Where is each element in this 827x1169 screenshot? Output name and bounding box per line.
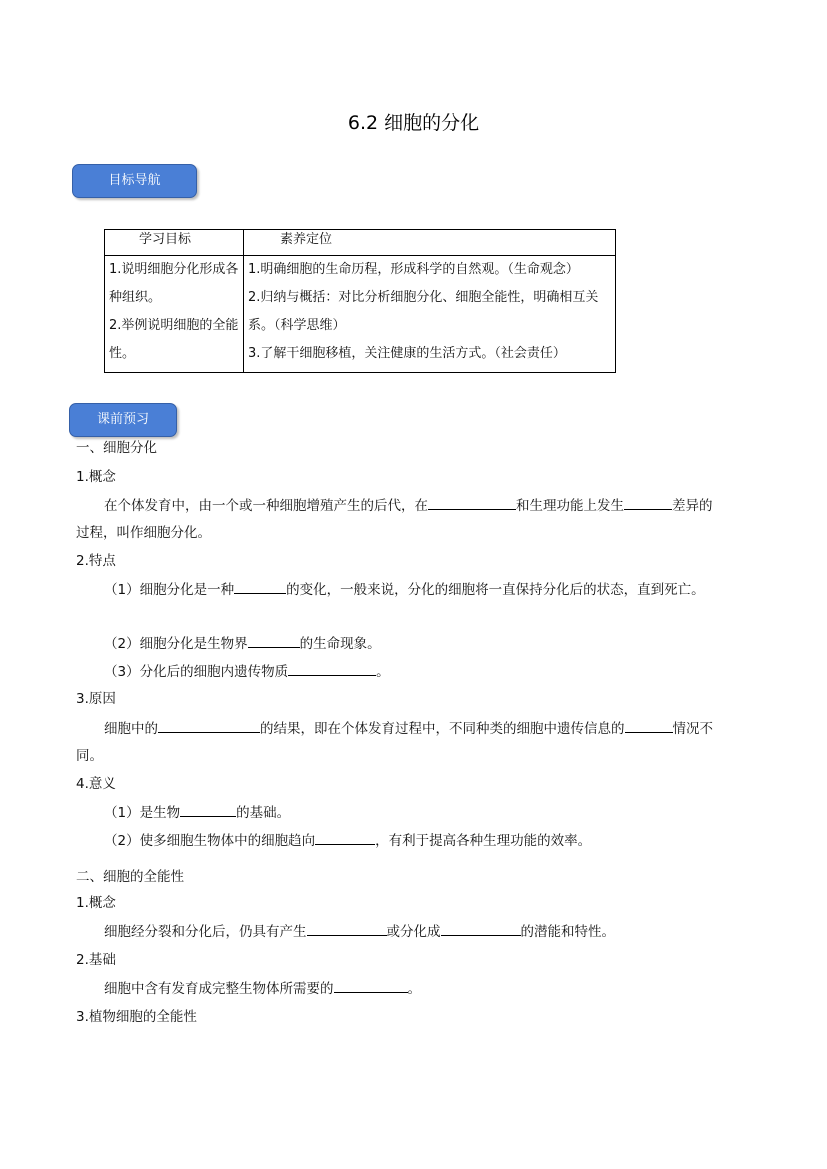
page-title: 6.2 细胞的分化 bbox=[347, 112, 480, 134]
concept-label: 1.概念 bbox=[76, 469, 116, 485]
plant-label: 3.植物细胞的全能性 bbox=[76, 1009, 197, 1025]
goal-nav-badge: 目标导航 bbox=[72, 164, 197, 198]
learning-goal-2: 2.举例说明细胞的全能性。 bbox=[109, 318, 239, 361]
basis-line: 细胞中含有发育成完整生物体所需要的 。 bbox=[104, 978, 421, 999]
blank-field[interactable] bbox=[625, 718, 673, 733]
blank-field[interactable] bbox=[180, 802, 236, 817]
blank-field[interactable] bbox=[307, 921, 387, 936]
section1-heading: 一、细胞分化 bbox=[76, 440, 157, 456]
blank-field[interactable] bbox=[315, 830, 375, 845]
feature-2: （2）细胞分化是生物界 的生命现象。 bbox=[104, 633, 381, 654]
blank-field[interactable] bbox=[334, 978, 408, 993]
cause-line1: 细胞中的 的结果，即在个体发育过程中，不同种类的细胞中遗传信息的 情况不 bbox=[104, 718, 713, 739]
literacy-goal-2: 2.归纳与概括：对比分析细胞分化、细胞全能性，明确相互关系。（科学思维） bbox=[248, 290, 599, 333]
basis-label: 2.基础 bbox=[76, 952, 116, 968]
blank-field[interactable] bbox=[288, 661, 376, 676]
blank-field[interactable] bbox=[248, 633, 300, 648]
cause-label: 3.原因 bbox=[76, 691, 116, 707]
concept-line2: 过程，叫作细胞分化。 bbox=[76, 525, 211, 541]
goals-literacy-cell bbox=[244, 256, 616, 373]
goals-header-learning: 学习目标 bbox=[105, 230, 244, 256]
blank-field[interactable] bbox=[234, 579, 286, 594]
literacy-goal-3: 3.了解干细胞移植，关注健康的生活方式。（社会责任） bbox=[248, 346, 566, 361]
meaning-1: （1）是生物 的基础。 bbox=[104, 802, 290, 823]
concept-line1: 在个体发育中，由一个或一种细胞增殖产生的后代，在 和生理功能上发生 差异的 bbox=[104, 495, 713, 516]
goals-header-literacy: 素养定位 bbox=[244, 230, 616, 256]
meaning-2: （2）使多细胞生物体中的细胞趋向 ，有利于提高各种生理功能的效率。 bbox=[104, 830, 591, 851]
blank-field[interactable] bbox=[158, 718, 260, 733]
preview-badge: 课前预习 bbox=[69, 403, 177, 437]
goals-table bbox=[104, 229, 616, 373]
goals-learning-cell bbox=[105, 256, 244, 373]
literacy-goal-1: 1.明确细胞的生命历程，形成科学的自然观。（生命观念） bbox=[248, 262, 579, 277]
s2-concept-line: 细胞经分裂和分化后，仍具有产生 或分化成 的潜能和特性。 bbox=[104, 921, 615, 942]
feature-1: （1）细胞分化是一种 的变化，一般来说，分化的细胞将一直保持分化后的状态，直到死亡。 bbox=[104, 579, 705, 600]
blank-field[interactable] bbox=[441, 921, 521, 936]
blank-field[interactable] bbox=[428, 495, 516, 510]
meaning-label: 4.意义 bbox=[76, 776, 116, 792]
section2-heading: 二、细胞的全能性 bbox=[76, 869, 184, 885]
features-label: 2.特点 bbox=[76, 553, 116, 569]
blank-field[interactable] bbox=[624, 495, 672, 510]
cause-line2: 同。 bbox=[76, 748, 103, 764]
feature-3: （3）分化后的细胞内遗传物质 。 bbox=[104, 661, 390, 682]
s2-concept-label: 1.概念 bbox=[76, 895, 116, 911]
learning-goal-1: 1.说明细胞分化形成各种组织。 bbox=[109, 262, 239, 305]
